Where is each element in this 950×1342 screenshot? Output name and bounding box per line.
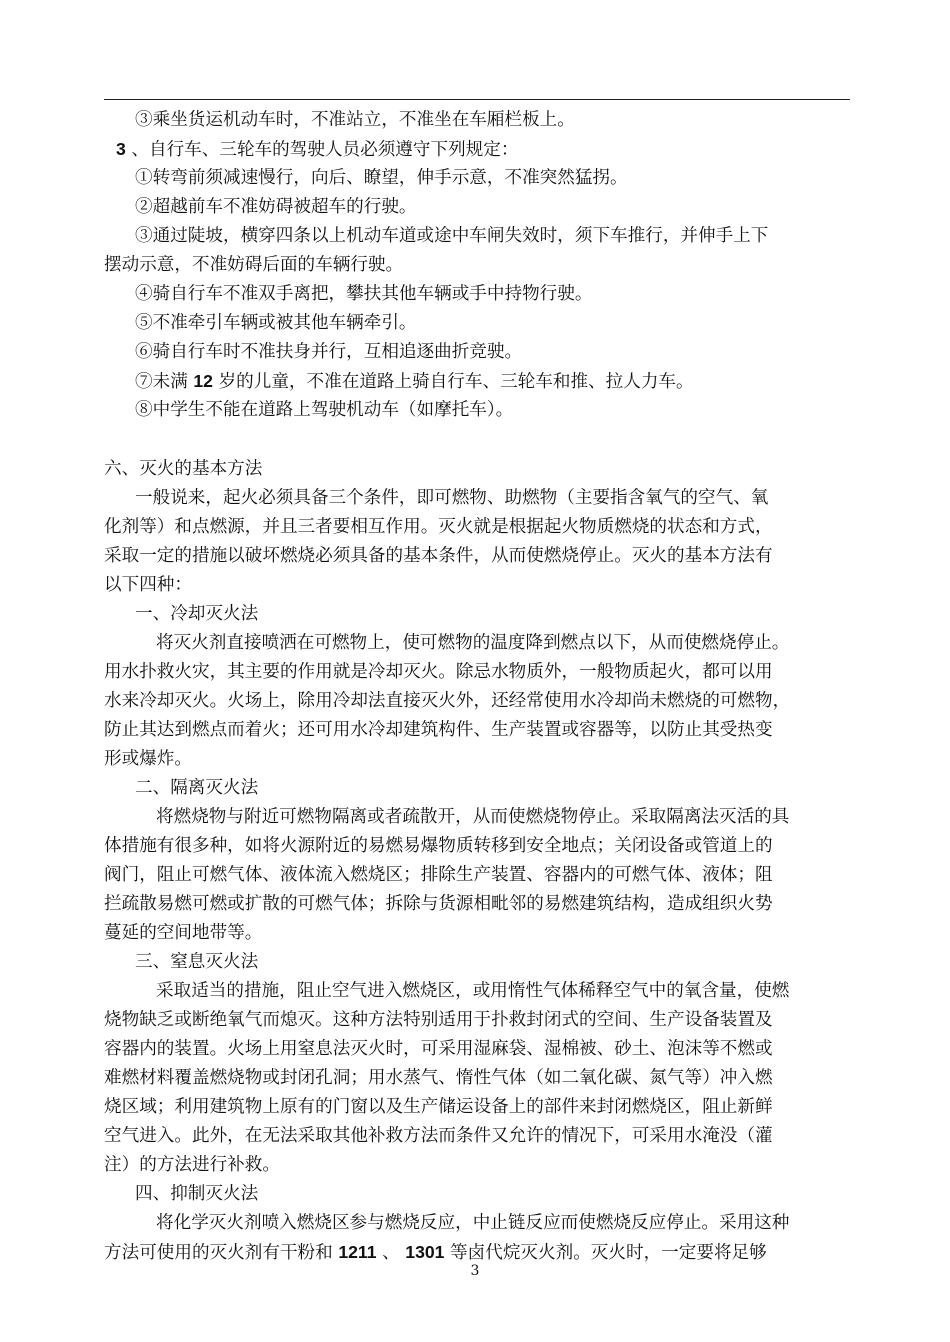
- text-span: 方法可使用的灭火剂有干粉和: [104, 1243, 333, 1263]
- text-line: ⑤不准牵引车辆或被其他车辆牵引。: [135, 313, 417, 333]
- text-line: 将灭火剂直接喷洒在可燃物上，使可燃物的温度降到燃点以下，从而使燃烧停止。: [156, 633, 790, 653]
- text-line: 形或爆炸。: [104, 749, 192, 769]
- text-line: 蔓延的空间地带等。: [104, 923, 263, 943]
- section-heading: 六、灭火的基本方法: [104, 459, 263, 479]
- text-span: 岁的儿童，不准在道路上骑自行车、三轮车和推、拉人力车。: [218, 372, 694, 392]
- text-line: 一般说来，起火必须具备三个条件，即可燃物、助燃物（主要指含氧气的空气、氧: [135, 488, 769, 508]
- text-line: 防止其达到燃点而着火；还可用水冷却建筑构件、生产装置或容器等，以防止其受热变: [104, 720, 773, 740]
- agent-code: 1211: [338, 1242, 377, 1262]
- text-line: 注）的方法进行补救。: [104, 1155, 280, 1175]
- text-line: 容器内的装置。火场上用窒息法灭火时，可采用湿麻袋、湿棉被、砂土、泡沫等不燃或: [104, 1039, 773, 1059]
- header-rule: [104, 99, 850, 100]
- text-span: ⑦未满: [135, 372, 188, 392]
- text-line: ⑥骑自行车时不准扶身并行，互相追逐曲折竞驶。: [135, 342, 523, 362]
- text-line: 体措施有很多种，如将火源附近的易燃易爆物质转移到安全地点；关闭设备或管道上的: [104, 836, 773, 856]
- text-line: [135, 369, 694, 394]
- text-line: ③通过陡坡，横穿四条以上机动车道或途中车闸失效时，须下车推行，并伸手上下: [135, 226, 769, 246]
- text-span: 、: [382, 1243, 400, 1263]
- text-line: 拦疏散易燃可燃或扩散的可燃气体；拆除与货源相毗邻的易燃建筑结构，造成组织火势: [104, 894, 773, 914]
- text-line: 难燃材料覆盖燃烧物或封闭孔洞；用水蒸气、惰性气体（如二氧化碳、氮气等）冲入燃: [104, 1068, 773, 1088]
- text-line: 摆动示意，不准妨碍后面的车辆行驶。: [104, 255, 404, 275]
- page-number: 3: [470, 1263, 480, 1279]
- text-line: 用水扑救火灾，其主要的作用就是冷却灭火。除忌水物质外，一般物质起火，都可以用: [104, 662, 773, 682]
- section-heading: 四、抑制灭火法: [135, 1184, 259, 1204]
- section-heading: 二、隔离灭火法: [135, 778, 259, 798]
- text-line: ①转弯前须减速慢行，向后、瞭望，伸手示意，不准突然猛拐。: [135, 168, 628, 188]
- section-heading: 三、窒息灭火法: [135, 952, 259, 972]
- text-span: 、自行车、三轮车的驾驶人员必须遵守下列规定：: [131, 140, 519, 160]
- text-line: 烧物缺乏或断绝氧气而熄灭。这种方法特别适用于扑救封闭式的空间、生产设备装置及: [104, 1010, 773, 1030]
- agent-code: 1301: [405, 1242, 445, 1262]
- text-line: ③乘坐货运机动车时，不准站立，不准坐在车厢栏板上。: [135, 110, 575, 130]
- text-line: 烧区域；利用建筑物上原有的门窗以及生产储运设备上的部件来封闭燃烧区，阻止新鲜: [104, 1097, 773, 1117]
- text-line: 化剂等）和点燃源，并且三者要相互作用。灭火就是根据起火物质燃烧的状态和方式，: [104, 517, 773, 537]
- item-number: 3: [116, 139, 126, 159]
- text-line: 阀门，阻止可燃气体、液体流入燃烧区；排除生产装置、容器内的可燃气体、液体；阻: [104, 865, 773, 885]
- text-line: 空气进入。此外，在无法采取其他补救方法而条件又允许的情况下，可采用水淹没（灌: [104, 1126, 773, 1146]
- text-line: ②超越前车不准妨碍被超车的行驶。: [135, 197, 417, 217]
- text-line: 将化学灭火剂喷入燃烧区参与燃烧反应，中止链反应而使燃烧反应停止。采用这种: [156, 1213, 790, 1233]
- text-line: 采取一定的措施以破坏燃烧必须具备的基本条件，从而使燃烧停止。灭火的基本方法有: [104, 546, 773, 566]
- text-line: ④骑自行车不准双手离把，攀扶其他车辆或手中持物行驶。: [135, 284, 593, 304]
- text-line: 将燃烧物与附近可燃物隔离或者疏散开，从而使燃烧物停止。采取隔离法灭活的具: [156, 807, 790, 827]
- text-line: 采取适当的措施，阻止空气进入燃烧区，或用惰性气体稀释空气中的氧含量，使燃: [156, 981, 790, 1001]
- text-line: [116, 137, 518, 162]
- section-heading: 一、冷却灭火法: [135, 604, 259, 624]
- text-line: 以下四种：: [104, 575, 192, 595]
- text-span: 等卤代烷灭火剂。灭火时，一定要将足够: [450, 1243, 767, 1263]
- text-line: ⑧中学生不能在道路上驾驶机动车（如摩托车）。: [135, 400, 514, 420]
- age-number: 12: [193, 371, 213, 391]
- text-line: 水来冷却灭火。火场上，除用冷却法直接灭火外，还经常使用水冷却尚未燃烧的可燃物，: [104, 691, 791, 711]
